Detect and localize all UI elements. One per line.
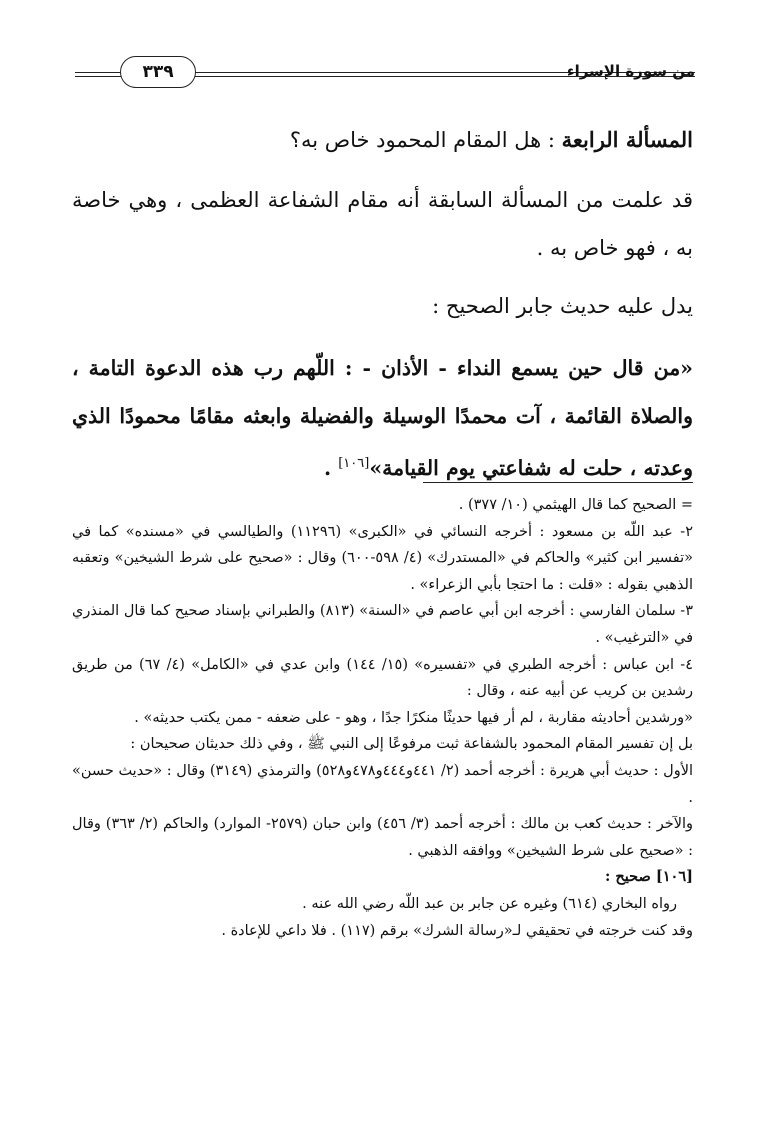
- footnote-line: بل إن تفسير المقام المحمود بالشفاعة ثبت مرفوعًا إلى النبي ﷺ ، وفي ذلك حديثان صحيحان :: [130, 736, 693, 753]
- hadith-end: .: [323, 455, 339, 480]
- header-rule-left: [75, 72, 123, 73]
- footnote-line: الأول : حديث أبي هريرة : أخرجه أحمد (٢/ ٤٤١و٤٤٤و٤٧٨و٥٢٨) والترمذي (٣١٤٩) وقال : «حديث حسن» .: [72, 762, 693, 806]
- takhrij-heading: [١٠٦] صحيح :: [605, 868, 693, 886]
- footnote-line: والآخر : حديث كعب بن مالك : أخرجه أحمد (٣/ ٤٥٦) وابن حبان (٢٥٧٩- الموارد) والحاكم (٢/ ٣٦٣) وقال : «صحيح على شرط الشيخين» ووافقه الذهبي .: [72, 816, 693, 859]
- section-title-question: : هل المقام المحمود خاص به؟: [289, 128, 555, 152]
- section-title: [72, 118, 693, 162]
- surah-title: من سورة الإسراء: [566, 62, 695, 80]
- main-text: [72, 118, 693, 492]
- paragraph-1: قد علمت من المسألة السابقة أنه مقام الشفاعة العظمى ، وهي خاصة به ، فهو خاص به .: [72, 188, 693, 260]
- hadith-quote: [72, 344, 693, 492]
- footnote-line: = الصحيح كما قال الهيثمي (١٠/ ٣٧٧) .: [458, 497, 693, 513]
- footnote-line: ٣- سلمان الفارسي : أخرجه ابن أبي عاصم في «السنة» (٨١٣) والطبراني بإسناد صحيح كما قال المنذري في «الترغيب» .: [72, 603, 693, 646]
- footnote-line: ٤- ابن عباس : أخرجه الطبري في «تفسيره» (١٥/ ١٤٤) وابن عدي في «الكامل» (٤/ ٦٧) من طريق رشدين بن كريب عن أبيه عنه ، وقال :: [72, 656, 693, 700]
- section-title-label: المسألة الرابعة: [561, 127, 693, 152]
- paragraph-2: يدل عليه حديث جابر الصحيح :: [432, 294, 693, 318]
- hadith-text: «من قال حين يسمع النداء - الأذان - : اللّهم رب هذه الدعوة التامة ، والصلاة القائمة ، آت محمدًا الوسيلة والفضيلة وابعثه مقامًا محمودًا الذي وعدته ، حلت له شفاعتي يوم القيامة»: [72, 356, 693, 480]
- footnote-line: «ورشدين أحاديثه مقاربة ، لم أر فيها حديثًا منكرًا جدًا ، وهو - على ضعفه - ممن يكتب حديثه» .: [134, 709, 693, 726]
- header-rule-left-lower: [75, 76, 123, 77]
- page-number: ٣٣٩: [120, 56, 196, 88]
- footnote-separator: [423, 482, 693, 483]
- takhrij-line: رواه البخاري (٦١٤) وغيره عن جابر بن عبد اللّه رضي الله عنه .: [302, 895, 677, 912]
- takhrij-line: وقد كنت خرجته في تحقيقي لـ«رسالة الشرك» برقم (١١٧) . فلا داعي للإعادة .: [221, 922, 693, 939]
- footnotes: [72, 492, 693, 944]
- footnote-line: ٢- عبد اللّه بن مسعود : أخرجه النسائي في «الكبرى» (١١٢٩٦) والطيالسي في «مسنده» كما في «تفسير ابن كثير» والحاكم في «المستدرك» (٤/ ٥٩٨-٦٠٠) وقال : «صحيح على شرط الشيخين» وتعقبه الذهبي بقوله : «قلت : ما احتجا بأبي الزعراء» .: [72, 523, 693, 593]
- hadith-reference: [١٠٦]: [338, 456, 370, 471]
